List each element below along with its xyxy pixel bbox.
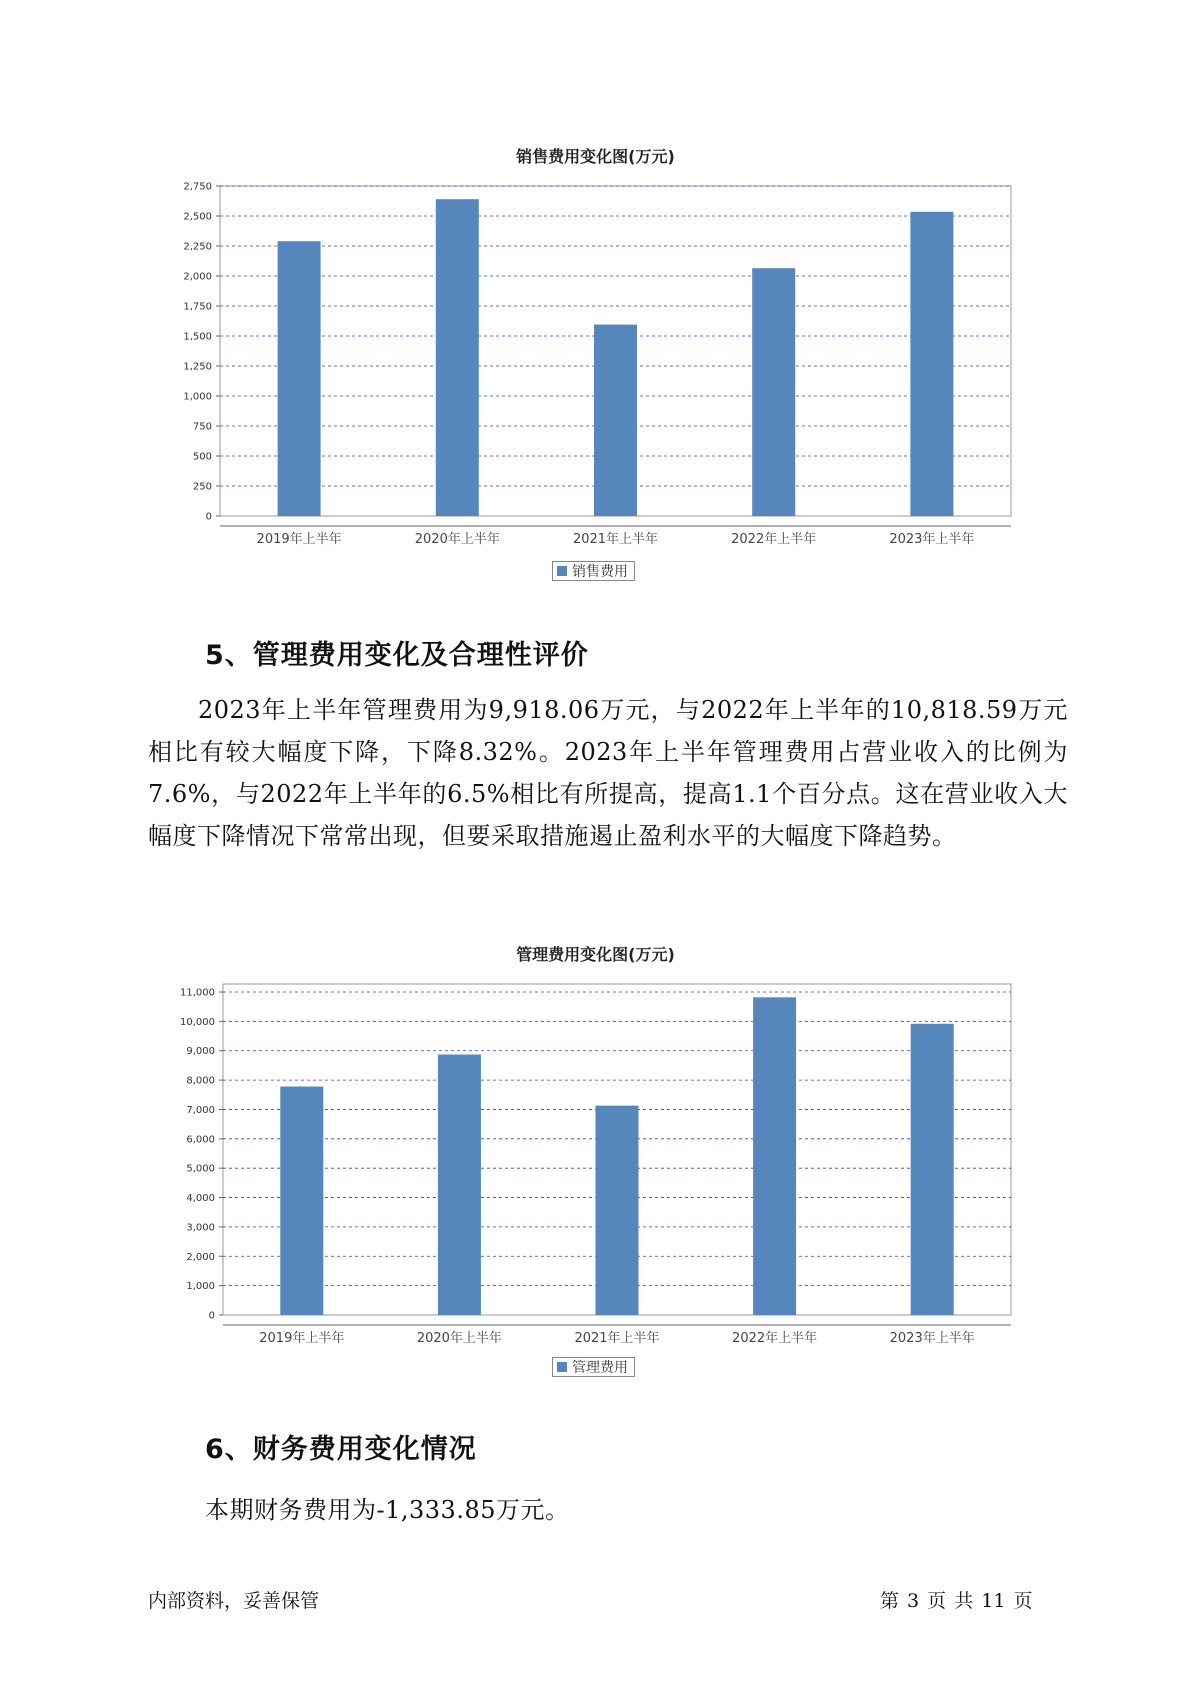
- x-tick-label: 2021年上半年: [572, 532, 659, 547]
- y-tick-label: 1,000: [186, 1281, 215, 1293]
- footer-confidential: 内部资料，妥善保管: [148, 1590, 320, 1612]
- x-tick-label: 2023年上半年: [889, 532, 975, 547]
- y-tick-label: 750: [192, 421, 212, 433]
- y-tick-label: 10,000: [180, 1016, 215, 1028]
- x-tick-label: 2022年上半年: [731, 532, 817, 547]
- y-tick-label: 2,000: [183, 271, 212, 283]
- y-tick-label: 5,000: [186, 1163, 215, 1175]
- chart2-legend-label: 管理费用: [572, 1360, 628, 1376]
- chart2-title: 管理费用变化图(万元): [516, 945, 675, 964]
- y-tick-label: 1,250: [183, 361, 212, 373]
- bar: [278, 241, 321, 516]
- y-tick-label: 2,750: [183, 181, 212, 193]
- y-tick-label: 6,000: [186, 1134, 215, 1146]
- x-tick-label: 2020年上半年: [414, 532, 500, 547]
- chart2-legend: [552, 1357, 635, 1377]
- x-tick-label: 2022年上半年: [732, 1331, 818, 1346]
- y-tick-label: 11,000: [180, 987, 215, 999]
- y-tick-label: 4,000: [186, 1193, 215, 1205]
- x-tick-label: 2019年上半年: [259, 1331, 345, 1346]
- y-tick-label: 1,500: [183, 331, 212, 343]
- x-tick-label: 2023年上半年: [889, 1331, 975, 1346]
- chart1-bar-chart: [0, 170, 1191, 570]
- section6-heading: 6、财务费用变化情况: [205, 1434, 477, 1465]
- y-tick-label: 0: [205, 511, 212, 523]
- y-tick-label: 8,000: [186, 1075, 215, 1087]
- bar: [436, 199, 479, 516]
- bar: [910, 212, 953, 516]
- legend-swatch: [557, 1362, 567, 1372]
- footer-page-number: 第 3 页 共 11 页: [880, 1590, 1033, 1612]
- bar: [280, 1087, 323, 1315]
- chart1-title: 销售费用变化图(万元): [516, 147, 675, 166]
- bar: [594, 325, 637, 516]
- y-tick-label: 250: [192, 481, 212, 493]
- y-tick-label: 2,000: [186, 1251, 215, 1263]
- y-tick-label: 2,500: [183, 211, 212, 223]
- section5-paragraph: 2023年上半年管理费用为9,918.06万元，与2022年上半年的10,818.59万元相比有较大幅度下降，下降8.32%。2023年上半年管理费用占营业收入的比例为7.6%，与2022年上半年的6.5%相比有所提高，提高1.1个百分点。这在营业收入大幅度下降情况下常常出现，但要采取措施遏止盈利水平的大幅度下降趋势。: [148, 696, 1068, 850]
- y-tick-label: 1,750: [183, 301, 212, 313]
- section5-heading: 5、管理费用变化及合理性评价: [205, 640, 589, 671]
- y-tick-label: 2,250: [183, 241, 212, 253]
- chart1-legend: [552, 561, 635, 581]
- bar: [752, 268, 795, 516]
- x-tick-label: 2019年上半年: [256, 532, 342, 547]
- chart1-legend-label: 销售费用: [572, 564, 628, 580]
- chart2-bar-chart: [0, 970, 1191, 1370]
- bar: [596, 1106, 639, 1315]
- bar: [911, 1024, 954, 1315]
- y-tick-label: 9,000: [186, 1046, 215, 1058]
- y-tick-label: 0: [208, 1310, 215, 1322]
- x-tick-label: 2021年上半年: [574, 1331, 660, 1346]
- bar: [438, 1055, 481, 1315]
- bar: [753, 997, 796, 1315]
- y-tick-label: 1,000: [183, 391, 212, 403]
- x-tick-label: 2020年上半年: [416, 1331, 502, 1346]
- y-tick-label: 7,000: [186, 1104, 215, 1116]
- legend-swatch: [557, 566, 567, 576]
- y-tick-label: 500: [192, 451, 212, 463]
- y-tick-label: 3,000: [186, 1222, 215, 1234]
- section6-paragraph: 本期财务费用为-1,333.85万元。: [205, 1496, 570, 1524]
